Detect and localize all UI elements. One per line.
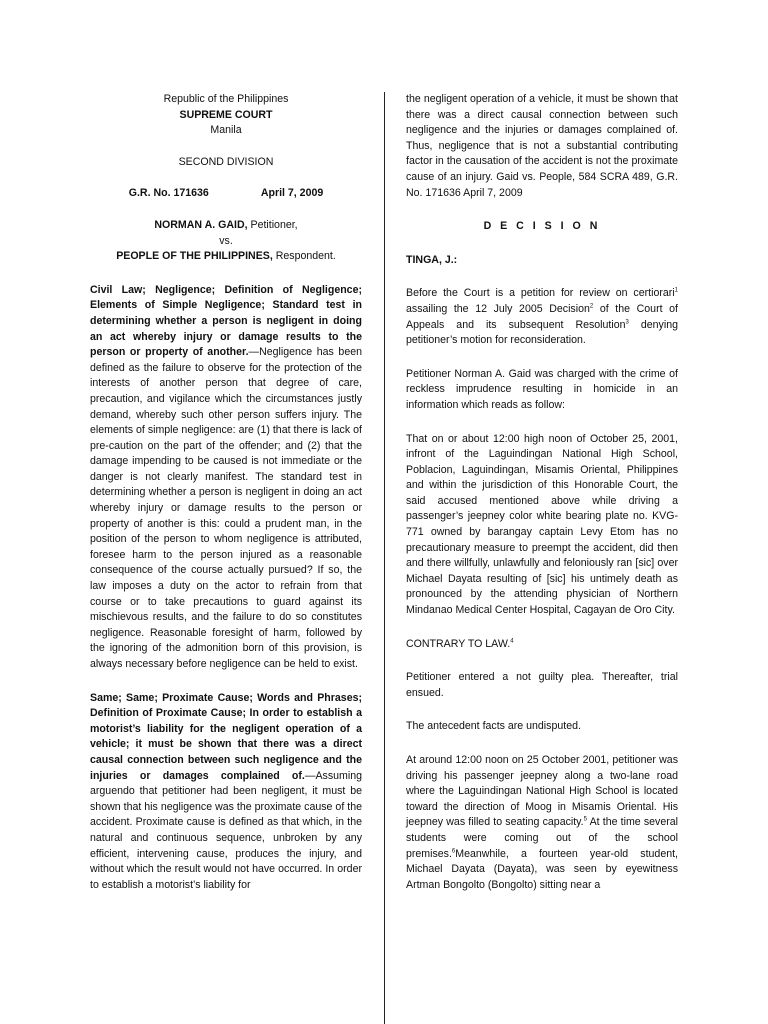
petitioner-line — [90, 218, 362, 234]
syllabus-2 — [90, 691, 362, 894]
footnote-6-link[interactable]: 6 — [451, 848, 456, 855]
paragraph-2: Petitioner Norman A. Gaid was charged with the crime of reckless imprudence resulting in homicide in an information which reads as follow: — [406, 367, 678, 411]
versus: vs. — [219, 234, 233, 247]
information-quote: That on or about 12:00 high noon of October 25, 2001, infront of the Laguindingan National High School, Poblacion, Laguindingan, Misamis Oriental, Philippines and within the jurisdiction of this Honorable Court, the said accused mentioned above while driving a passenger’s jeepney color white bearing plate no. KVG-771 owned by barangay captain Levy Etom has no precautionary measure to preempt the accident, did then and there willfully, unlawfully and feloniously ran [sic] over Michael Dayata resulting of [sic] his untimely death as pronounced by the attending physician of Northern Mindanao Medical Center Hospital, Cagayan de Oro City. — [406, 432, 678, 617]
column-divider — [384, 92, 385, 1024]
footnote-5-link[interactable]: 5 — [583, 816, 587, 823]
decision-title: D E C I S I O N — [483, 220, 601, 233]
left-column — [90, 92, 362, 893]
paragraph-facts: The antecedent facts are undisputed. — [406, 720, 581, 733]
narrative-part-a: At around 12:00 noon on 25 October 2001, petitioner was driving his passenger jeepney along a two-lane road where the Laguindingan National High School is located toward the direction of Moog in Misamis Oriental. His jeepney was filled to seating capacity. — [406, 754, 678, 829]
right-column — [406, 92, 678, 893]
petitioner-name: NORMAN A. GAID, — [154, 218, 248, 231]
paragraph-1-part-d: denying petitioner’s motion for reconsideration. — [406, 318, 678, 347]
syllabus-1 — [90, 283, 362, 673]
paragraph-1-part-c: of the Court of Appeals and its subsequent Resolution — [406, 302, 679, 331]
paragraph-1-part-b: assailing the 12 July 2005 Decision — [406, 302, 590, 315]
republic-line: Republic of the Philippines — [163, 93, 289, 105]
case-number-line — [90, 186, 362, 202]
footnote-2-link[interactable]: 2 — [589, 303, 594, 310]
gr-number: G.R. No. 171636 — [128, 187, 209, 200]
syllabus-2-heading: Same; Same; Proximate Cause; Words and Phrases; Definition of Proximate Cause; In order to establish a motorist’s liability for the negligent operation of a vehicle; it must be shown that there was a direct causal connection between such negligence and the injuries or damages complained of. — [90, 691, 362, 782]
footnote-3-link[interactable]: 3 — [625, 319, 629, 325]
respondent-line — [90, 249, 362, 265]
respondent-name: PEOPLE OF THE PHILIPPINES, — [116, 250, 273, 263]
paragraph-plea: Petitioner entered a not guilty plea. Thereafter, trial ensued. — [406, 671, 678, 699]
paragraph-1 — [406, 286, 678, 348]
decision-date: April 7, 2009 — [260, 187, 324, 200]
court-city: Manila — [210, 124, 242, 137]
narrative-part-b: At the time several students were coming out of the school premises. — [406, 816, 679, 860]
syllabus-1-heading: Civil Law; Negligence; Definition of Negligence; Elements of Simple Negligence; Standard test in determining whether a person is negligent in doing an act whereby injury or damage results to the person or property of another. — [90, 283, 362, 359]
footnote-1-link[interactable]: 1 — [674, 287, 678, 294]
contrary-to-law-text: CONTRARY TO LAW. — [406, 637, 511, 650]
respondent-role: Respondent. — [272, 250, 336, 263]
court-name: SUPREME COURT — [179, 108, 273, 121]
petitioner-role: Petitioner, — [247, 218, 298, 231]
division-name: SECOND DIVISION — [178, 155, 274, 168]
syllabus-2-continued: the negligent operation of a vehicle, it must be shown that there was a direct causal connection between such negligence and the injuries or damages complained of. Thus, negligence that is not a substantial contributing factor in the causation of the accident is not the proximate cause of an injury. Gaid vs. People, 584 SCRA 489, G.R. No. 171636 April 7, 2009 — [406, 93, 678, 199]
syllabus-2-body: —Assuming arguendo that petitioner had been negligent, it must be shown that his negligence was the proximate cause of the accident. Proximate cause is defined as that which, in the natural and continuous sequence, unbroken by any efficient, intervening cause, produces the injury, and without which the result would not have occurred. In order to establish a motorist’s liability for — [90, 769, 362, 891]
syllabus-1-body: —Negligence has been defined as the failure to observe for the protection of the interests of another person that degree of care, precaution, and vigilance which the circumstances justly demand, whereby such other person suffers injury. The elements of simple negligence: are (1) that there is lack of pre-caution on the part of the offender; and (2) that the damage impending to be caused is not immediate or the danger is not clearly manifest. The standard test in determining whether a person is negligent in doing an act whereby injury or damage results to the person or property of another is this: could a prudent man, in the position of the person to whom negligence is attributed, foresee harm to the person injured as a reasonable consequence of the course actually pursued? If so, the law imposes a duty on the actor to refrain from that course or to take precautions to guard against its mischievous results, and the failure to do so constitutes negligence. Reasonable foresight of harm, followed by the ignoring of the admonition born of this provision, is always necessary before negligence can be held to exist. — [90, 346, 362, 670]
footnote-4-link[interactable]: 4 — [510, 638, 514, 645]
paragraph-1-part-a: Before the Court is a petition for review on certiorari — [406, 287, 675, 300]
contrary-to-law — [406, 637, 678, 653]
narrative-part-c: Meanwhile, a fourteen year-old student, Michael Dayata (Dayata), was seen by eyewitness Artman Bongolto (Bongolto) sitting near a — [406, 847, 678, 891]
ponente: TINGA, J.: — [406, 253, 458, 266]
paragraph-narrative — [406, 753, 678, 893]
